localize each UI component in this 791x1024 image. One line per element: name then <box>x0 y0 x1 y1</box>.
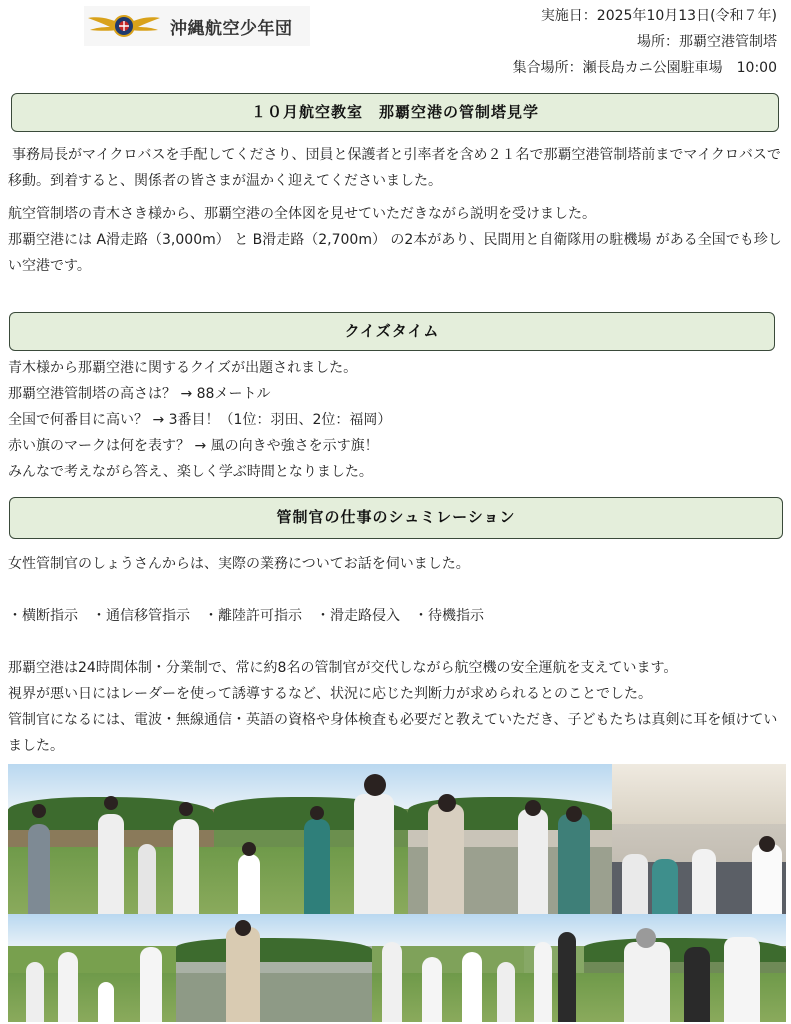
quiz-item: 全国で何番目に高い？ → 3番目！（1位：羽田、2位：福岡） <box>8 412 392 428</box>
event-meta <box>513 3 777 81</box>
org-logo <box>84 6 310 46</box>
photo-group-under-trees <box>8 764 214 914</box>
controller-details <box>8 655 783 759</box>
photo-students-standing <box>524 914 584 1022</box>
photo-group-outdoor <box>214 764 408 914</box>
section-title-tower-visit: １０月航空教室 那覇空港の管制塔見学 <box>11 93 779 132</box>
photo-parking-area <box>176 914 372 1022</box>
org-name: 沖縄航空少年団 <box>170 18 293 39</box>
photo-guide-explaining <box>408 764 612 914</box>
quiz-item: 赤い旗のマークは何を表す？ → 風の向きや強さを示す旗！ <box>8 438 379 454</box>
detail-line: 管制官になるには、電波・無線通信・英語の資格や身体検査も必要だと教えていただき、子どもたちは真剣に耳を傾けていました。 <box>8 712 778 754</box>
event-date: 実施日：2025年10月13日(令和７年) <box>540 8 777 24</box>
photo-demonstration <box>584 914 786 1022</box>
event-place: 場所：那覇空港管制塔 <box>637 34 777 50</box>
controller-intro: 女性管制官のしょうさんからは、実際の業務についてお話を伺いました。 <box>8 556 470 572</box>
photo-students-airfield <box>372 914 524 1022</box>
runway-line: 那覇空港には A滑走路（3,000m） と B滑走路（2,700m） の2本があり、民間用と自衛隊用の駐機場 がある全国でも珍しい空港です。 <box>8 232 782 274</box>
task-list: ・横断指示 ・通信移管指示 ・離陸許可指示 ・滑走路侵入 ・待機指示 <box>8 608 484 624</box>
airport-description <box>8 201 783 279</box>
quiz-intro: 青木様から那覇空港に関するクイズが出題されました。 <box>8 360 358 376</box>
quiz-summary: みんなで考えながら答え、楽しく学ぶ時間となりました。 <box>8 464 373 480</box>
explanation-line: 航空管制塔の青木さき様から、那覇空港の全体図を見せていただきながら説明を受けました。 <box>8 206 596 222</box>
quiz-list <box>8 355 778 485</box>
section-title-quiz: クイズタイム <box>9 312 775 351</box>
detail-line: 那覇空港は24時間体制・分業制で、常に約8名の管制官が交代しながら航空機の安全運航を支えています。 <box>8 660 678 676</box>
detail-line: 視界が悪い日にはレーダーを使って誘導するなど、状況に応じた判断力が求められるとのことでした。 <box>8 686 652 702</box>
quiz-item: 那覇空港管制塔の高さは？ → 88メートル <box>8 386 271 402</box>
winged-emblem-icon <box>86 12 162 40</box>
section-title-simulation: 管制官の仕事のシュミレーション <box>9 497 783 539</box>
intro-paragraph: 事務局長がマイクロバスを手配してくださり、団員と保護者と引率者を含め２１名で那覇空港管制塔前までマイクロバスで移動。到着すると、関係者の皆さまが温かく迎えてくださいました。 <box>8 147 781 189</box>
photo-collage <box>8 764 786 1022</box>
meeting-place: 集合場所：瀬長島カニ公園駐車場 10:00 <box>512 60 777 76</box>
photo-inside-bus <box>612 764 786 914</box>
photo-group-fence <box>8 914 176 1022</box>
